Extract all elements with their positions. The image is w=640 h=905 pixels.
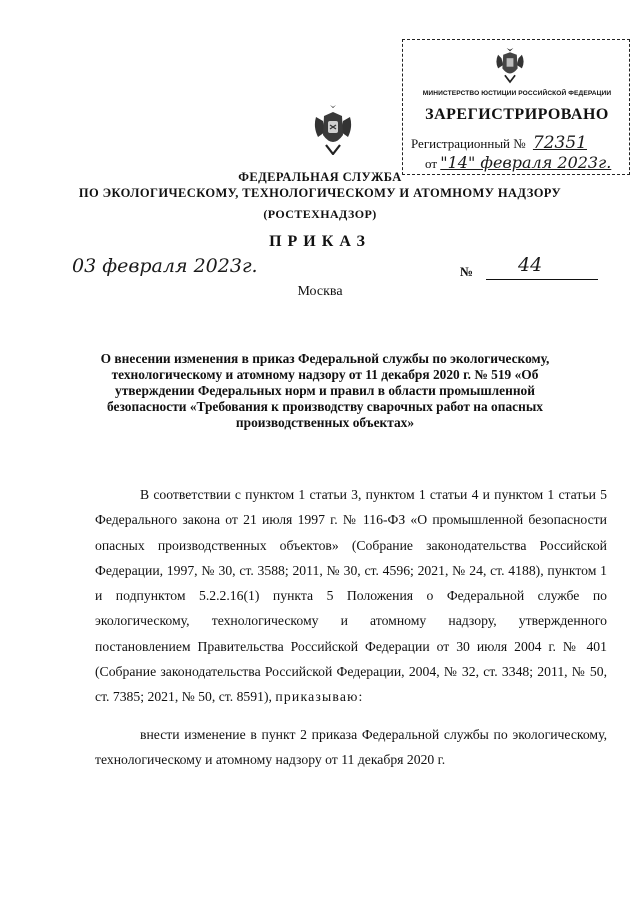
order-date: 03 февраля 2023г. [72, 255, 258, 277]
document-type: ПРИКАЗ [269, 233, 371, 250]
order-number-label: № [460, 264, 474, 279]
stamp-ministry: МИНИСТЕРСТВО ЮСТИЦИИ РОССИЙСКОЙ ФЕДЕРАЦИИ [422, 90, 612, 97]
body-paragraph-2: внести изменение в пункт 2 приказа Федеральной службы по экологическому, технологическому и атомному надзору от 11 декабря 2020 г. [95, 726, 607, 767]
coat-of-arms-icon [313, 105, 353, 155]
order-title: О внесении изменения в приказ Федеральной службы по экологическому, технологическому и атомному надзору от 11 декабря 2020 г. № 519 «Об утверждении Федеральных норм и правил в области промышленной безопасности «Требования к производству сварочных работ на опасных производственных объектах» [100, 351, 550, 430]
stamp-date: "14" февраля 2023г. [440, 153, 612, 172]
order-number: 44 [518, 254, 543, 276]
stamp-date-label: от [425, 156, 438, 171]
order-body [95, 482, 607, 772]
stamp-reg-number-row [411, 133, 626, 153]
agency-short-name: (РОСТЕХНАДЗОР) [263, 207, 377, 221]
stamp-registered: ЗАРЕГИСТРИРОВАНО [425, 106, 609, 123]
body-paragraph-1 [95, 482, 607, 710]
stamp-reg-number: 72351 [532, 133, 588, 153]
stamp-reg-label: Регистрационный № [411, 136, 526, 151]
paragraph-1-text: В соответствии с пунктом 1 статьи 3, пунктом 1 статьи 4 и пунктом 1 статьи 5 Федерального закона от 21 июля 1997 г. № 116-ФЗ «О промышленной безопасности опасных производственных объектов» (Собрание законодательства Российской Федерации, 1997, № 30, ст. 3588; 2011, № 30, ст. 4596; 2021, № 24, ст. 4188), пунктом 1 и подпунктом 5.2.2.16(1) пункта 5 Положения о Федеральной службе по экологическому, технологическому и атомному надзору, утвержденного постановлением Правительства Российской Федерации от 30 июля 2004 г. № 401 (Собрание законодательства Российской Федерации, 2004, № 32, ст. 3348; 2011, № 50, ст. 7385; 2021, № 50, ст. 8591), [95, 487, 607, 705]
order-number-underline [486, 279, 598, 280]
orders-word: приказываю: [275, 689, 364, 705]
city: Москва [297, 284, 343, 299]
registration-stamp [402, 39, 630, 175]
coat-of-arms-icon [493, 46, 527, 84]
agency-name-line1: ФЕДЕРАЛЬНАЯ СЛУЖБА [238, 170, 402, 184]
agency-name-line2: ПО ЭКОЛОГИЧЕСКОМУ, ТЕХНОЛОГИЧЕСКОМУ И АТОМНОМУ НАДЗОРУ [78, 186, 562, 200]
